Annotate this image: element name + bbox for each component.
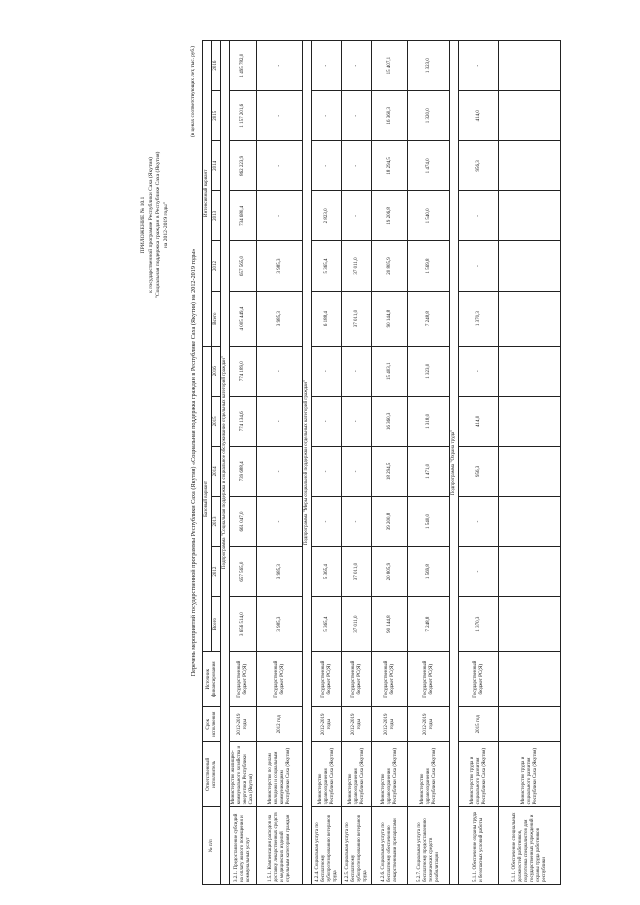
intensive-value-cell: 1 320,0 [408,91,450,141]
intensive-value-cell: - [342,141,372,191]
document-title: Перечень мероприятий государственной программы Республики Саха (Якутия) «Социальная поддержка граждан в Республике Саха (Якутия) на 2012-2019 годы» [190,248,197,677]
header-year: 2012 [212,547,221,597]
intensive-value-cell: 956,3 [459,141,499,191]
event-cell: 4.2.6. Социальная услуга по бесплатному обеспечению лекарственными препаратами [372,807,408,885]
table-row [342,41,372,885]
event-cell: 1.5.1. Компенсация расходов на доставку лекарственных средств и медицинских изделий отдельным категориям граждан [257,807,303,885]
base-value-cell [499,547,561,597]
source-cell: Государственный бюджет РС(Я) [372,652,408,707]
subprogram-row [450,41,459,885]
event-cell: 5.1.1. Обеспечение специальных должностей работников, подготовка специалистов для государственных учреждений и охраны труда работников республики [499,807,561,885]
header-year: 2014 [212,141,221,191]
intensive-value-cell: 18 294,5 [372,141,408,191]
base-value-cell: - [312,496,342,546]
intensive-value-cell: 90 144,8 [372,291,408,346]
base-value-cell: - [257,396,303,446]
intensive-value-cell: 7 248,8 [408,291,450,346]
event-cell: 3.2.1. Предоставление субсидий на оплату жилого помещения и коммунальных услуг [230,807,257,885]
term-cell: 2015 год [459,707,499,742]
base-value-cell [499,597,561,652]
base-value-cell: 739 688,4 [230,446,257,496]
base-value-cell: 1 370,3 [459,597,499,652]
executor-cell: Министерство по делам молодежи и социальным коммуникациям Республики Саха (Якутия) [257,742,303,807]
base-value-cell: - [257,346,303,396]
term-cell: 2012 год [257,707,303,742]
units-note: (в ценах соответствующих лет, тыс. руб.) [190,46,196,137]
intensive-value-cell: 862 223,9 [230,141,257,191]
intensive-value-cell: 1 323,0 [408,41,450,91]
source-cell: Государственный бюджет РС(Я) [257,652,303,707]
base-value-cell [499,496,561,546]
appendix-line: "Социальная поддержка граждан в Республике Саха (Якутия) [155,151,162,299]
base-value-cell: 414,0 [459,396,499,446]
base-value-cell: 657 565,0 [230,547,257,597]
intensive-value-cell: 414,0 [459,91,499,141]
base-value-cell: - [312,446,342,496]
base-value-cell: 1 323,0 [408,346,450,396]
base-value-cell: - [312,396,342,446]
table-row [372,41,408,885]
source-cell: Государственный бюджет РС(Я) [230,652,257,707]
intensive-value-cell: 20 805,9 [372,241,408,291]
base-value-cell: 37 011,0 [342,547,372,597]
intensive-value-cell: 1 370,3 [459,291,499,346]
intensive-value-cell: 16 360,3 [372,91,408,141]
header-year: 2014 [212,446,221,496]
table-row [230,41,257,885]
event-cell: 4.2.4. Социальная услуга по бесплатному зубопротезированию ветеранов труда [312,807,342,885]
executor-cell: Министерство здравоохранения Республики Саха (Якутия) [372,742,408,807]
intensive-value-cell: - [459,41,499,91]
base-value-cell: - [312,346,342,396]
executor-cell: Министерство здравоохранения Республики Саха (Якутия) [408,742,450,807]
intensive-value-cell [499,141,561,191]
header-year: 2012 [212,241,221,291]
base-value-cell: - [257,446,303,496]
term-cell: 2012-2019 годы [372,707,408,742]
source-cell: Государственный бюджет РС(Я) [342,652,372,707]
rotated-sheet [140,40,640,885]
financing-table [202,40,561,885]
intensive-value-cell: 37 011,0 [342,291,372,346]
base-value-cell [499,396,561,446]
base-value-cell: 1 569,8 [408,547,450,597]
base-value-cell: 20 805,9 [372,547,408,597]
table-row [257,41,303,885]
subprogram-title: Подпрограмма "Меры социальной поддержки отдельных категорий граждан" [303,41,312,885]
executor-cell: Министерство здравоохранения Республики Саха (Якутия) [342,742,372,807]
intensive-value-cell: - [459,241,499,291]
intensive-value-cell: 15 407,1 [372,41,408,91]
intensive-value-cell: 657 565,0 [230,241,257,291]
subprogram-row [221,41,230,885]
intensive-value-cell: - [257,141,303,191]
intensive-value-cell: 734 680,4 [230,191,257,241]
base-value-cell: 15 403,1 [372,346,408,396]
base-value-cell: 37 011,0 [342,597,372,652]
table-row [408,41,450,885]
source-cell [499,652,561,707]
intensive-value-cell [499,41,561,91]
header-num: № п/п [203,807,221,885]
intensive-value-cell: 1 540,0 [408,191,450,241]
header-year: 2016 [212,41,221,91]
source-cell: Государственный бюджет РС(Я) [408,652,450,707]
base-value-cell [499,346,561,396]
header-total: Всего [212,291,221,346]
base-value-cell: 956,3 [459,446,499,496]
intensive-value-cell: 1 157 201,6 [230,91,257,141]
header-term: Срок исполнения [203,707,221,742]
header-year: 2015 [212,396,221,446]
base-value-cell: 3 656 514,0 [230,597,257,652]
intensive-value-cell: - [342,41,372,91]
base-value-cell: - [459,547,499,597]
intensive-value-cell: - [257,91,303,141]
intensive-value-cell: - [312,41,342,91]
appendix-line: на 2012-2019 годы" [162,201,169,249]
header-year: 2016 [212,346,221,396]
appendix-line: к государственной программе Республики Саха (Якутия) [147,157,154,293]
base-value-cell: - [342,496,372,546]
source-cell: Государственный бюджет РС(Я) [312,652,342,707]
executor-cell: Министерство труда и социального развития Республики Саха (Якутия) [499,742,561,807]
event-cell: 5.1.1. Обеспечение охраны труда и безопасных условий работы [459,807,499,885]
base-value-cell: - [342,346,372,396]
executor-cell: Министерство жилищно-коммунального хозяйства и энергетики Республики Саха (Якутия) [230,742,257,807]
base-value-cell: 16 360,3 [372,396,408,446]
intensive-value-cell: 3 985,3 [257,241,303,291]
term-cell: 2012-2019 годы [342,707,372,742]
intensive-value-cell: 1 495 782,0 [230,41,257,91]
intensive-value-cell [499,191,561,241]
term-cell [499,707,561,742]
intensive-value-cell: - [342,91,372,141]
base-value-cell: 18 294,5 [372,446,408,496]
base-value-cell: 1 471,0 [408,446,450,496]
table-row [312,41,342,885]
base-value-cell: 90 144,8 [372,597,408,652]
intensive-value-cell: 6 188,4 [312,291,342,346]
base-value-cell: 7 248,8 [408,597,450,652]
executor-cell: Министерство здравоохранения Республики Саха (Якутия) [312,742,342,807]
header-executor: Ответственный исполнитель [203,742,221,807]
appendix-line: ПРИЛОЖЕНИЕ № 10.1 [140,196,146,254]
term-cell: 2012-2019 годы [230,707,257,742]
base-value-cell [499,446,561,496]
base-value-cell: 1 540,0 [408,496,450,546]
executor-cell: Министерство труда и социального развития Республики Саха (Якутия) [459,742,499,807]
base-value-cell: 3 985,3 [257,547,303,597]
intensive-value-cell: - [312,141,342,191]
event-cell: 5.2.7. Социальная услуга по бесплатному предоставлению технических средств реабилитации [408,807,450,885]
term-cell: 2012-2019 годы [312,707,342,742]
intensive-value-cell: 4 005 449,4 [230,291,257,346]
base-value-cell: 5 365,4 [312,597,342,652]
base-value-cell: - [257,496,303,546]
base-value-cell: 3 985,3 [257,597,303,652]
intensive-value-cell: 5 365,4 [312,241,342,291]
base-value-cell: 5 365,4 [312,547,342,597]
header-year: 2013 [212,496,221,546]
header-source: Источник финансирования [203,652,221,707]
table-row [459,41,499,885]
base-value-cell: 661 047,0 [230,496,257,546]
header-base-variant: Базовый вариант [203,346,212,652]
intensive-value-cell: 37 011,0 [342,241,372,291]
base-value-cell: - [342,446,372,496]
base-value-cell: 774 189,0 [230,346,257,396]
subprogram-title: Подпрограмма "Охрана труда" [450,41,459,885]
intensive-value-cell: - [257,191,303,241]
base-value-cell: - [459,496,499,546]
intensive-value-cell: - [342,191,372,241]
intensive-value-cell: - [459,191,499,241]
header-year: 2015 [212,91,221,141]
intensive-value-cell: 3 985,3 [257,291,303,346]
intensive-value-cell: - [312,91,342,141]
event-cell: 4.2.5. Социальная услуга по бесплатному зубопротезированию ветеранов труда [342,807,372,885]
term-cell: 2012-2019 годы [408,707,450,742]
subprogram-title: Подпрограмма "Социальная поддержка и социальное обслуживание отдельных категорий граждан" [221,41,230,885]
source-cell: Государственный бюджет РС(Я) [459,652,499,707]
intensive-value-cell [499,241,561,291]
header-total: Всего [212,597,221,652]
intensive-value-cell [499,91,561,141]
intensive-value-cell [499,291,561,346]
base-value-cell: - [459,346,499,396]
intensive-value-cell: 2 823,0 [312,191,342,241]
base-value-cell: - [342,396,372,446]
header-intensive-variant: Интенсивный вариант [203,41,212,347]
appendix-header [140,60,170,390]
base-value-cell: 39 200,8 [372,496,408,546]
intensive-value-cell: 1 474,0 [408,141,450,191]
header-year: 2013 [212,191,221,241]
table-row [499,41,561,885]
intensive-value-cell: 19 206,8 [372,191,408,241]
base-value-cell: 774 134,6 [230,396,257,446]
intensive-value-cell: - [257,41,303,91]
intensive-value-cell: 1 569,8 [408,241,450,291]
base-value-cell: 1 318,0 [408,396,450,446]
subprogram-row [303,41,312,885]
